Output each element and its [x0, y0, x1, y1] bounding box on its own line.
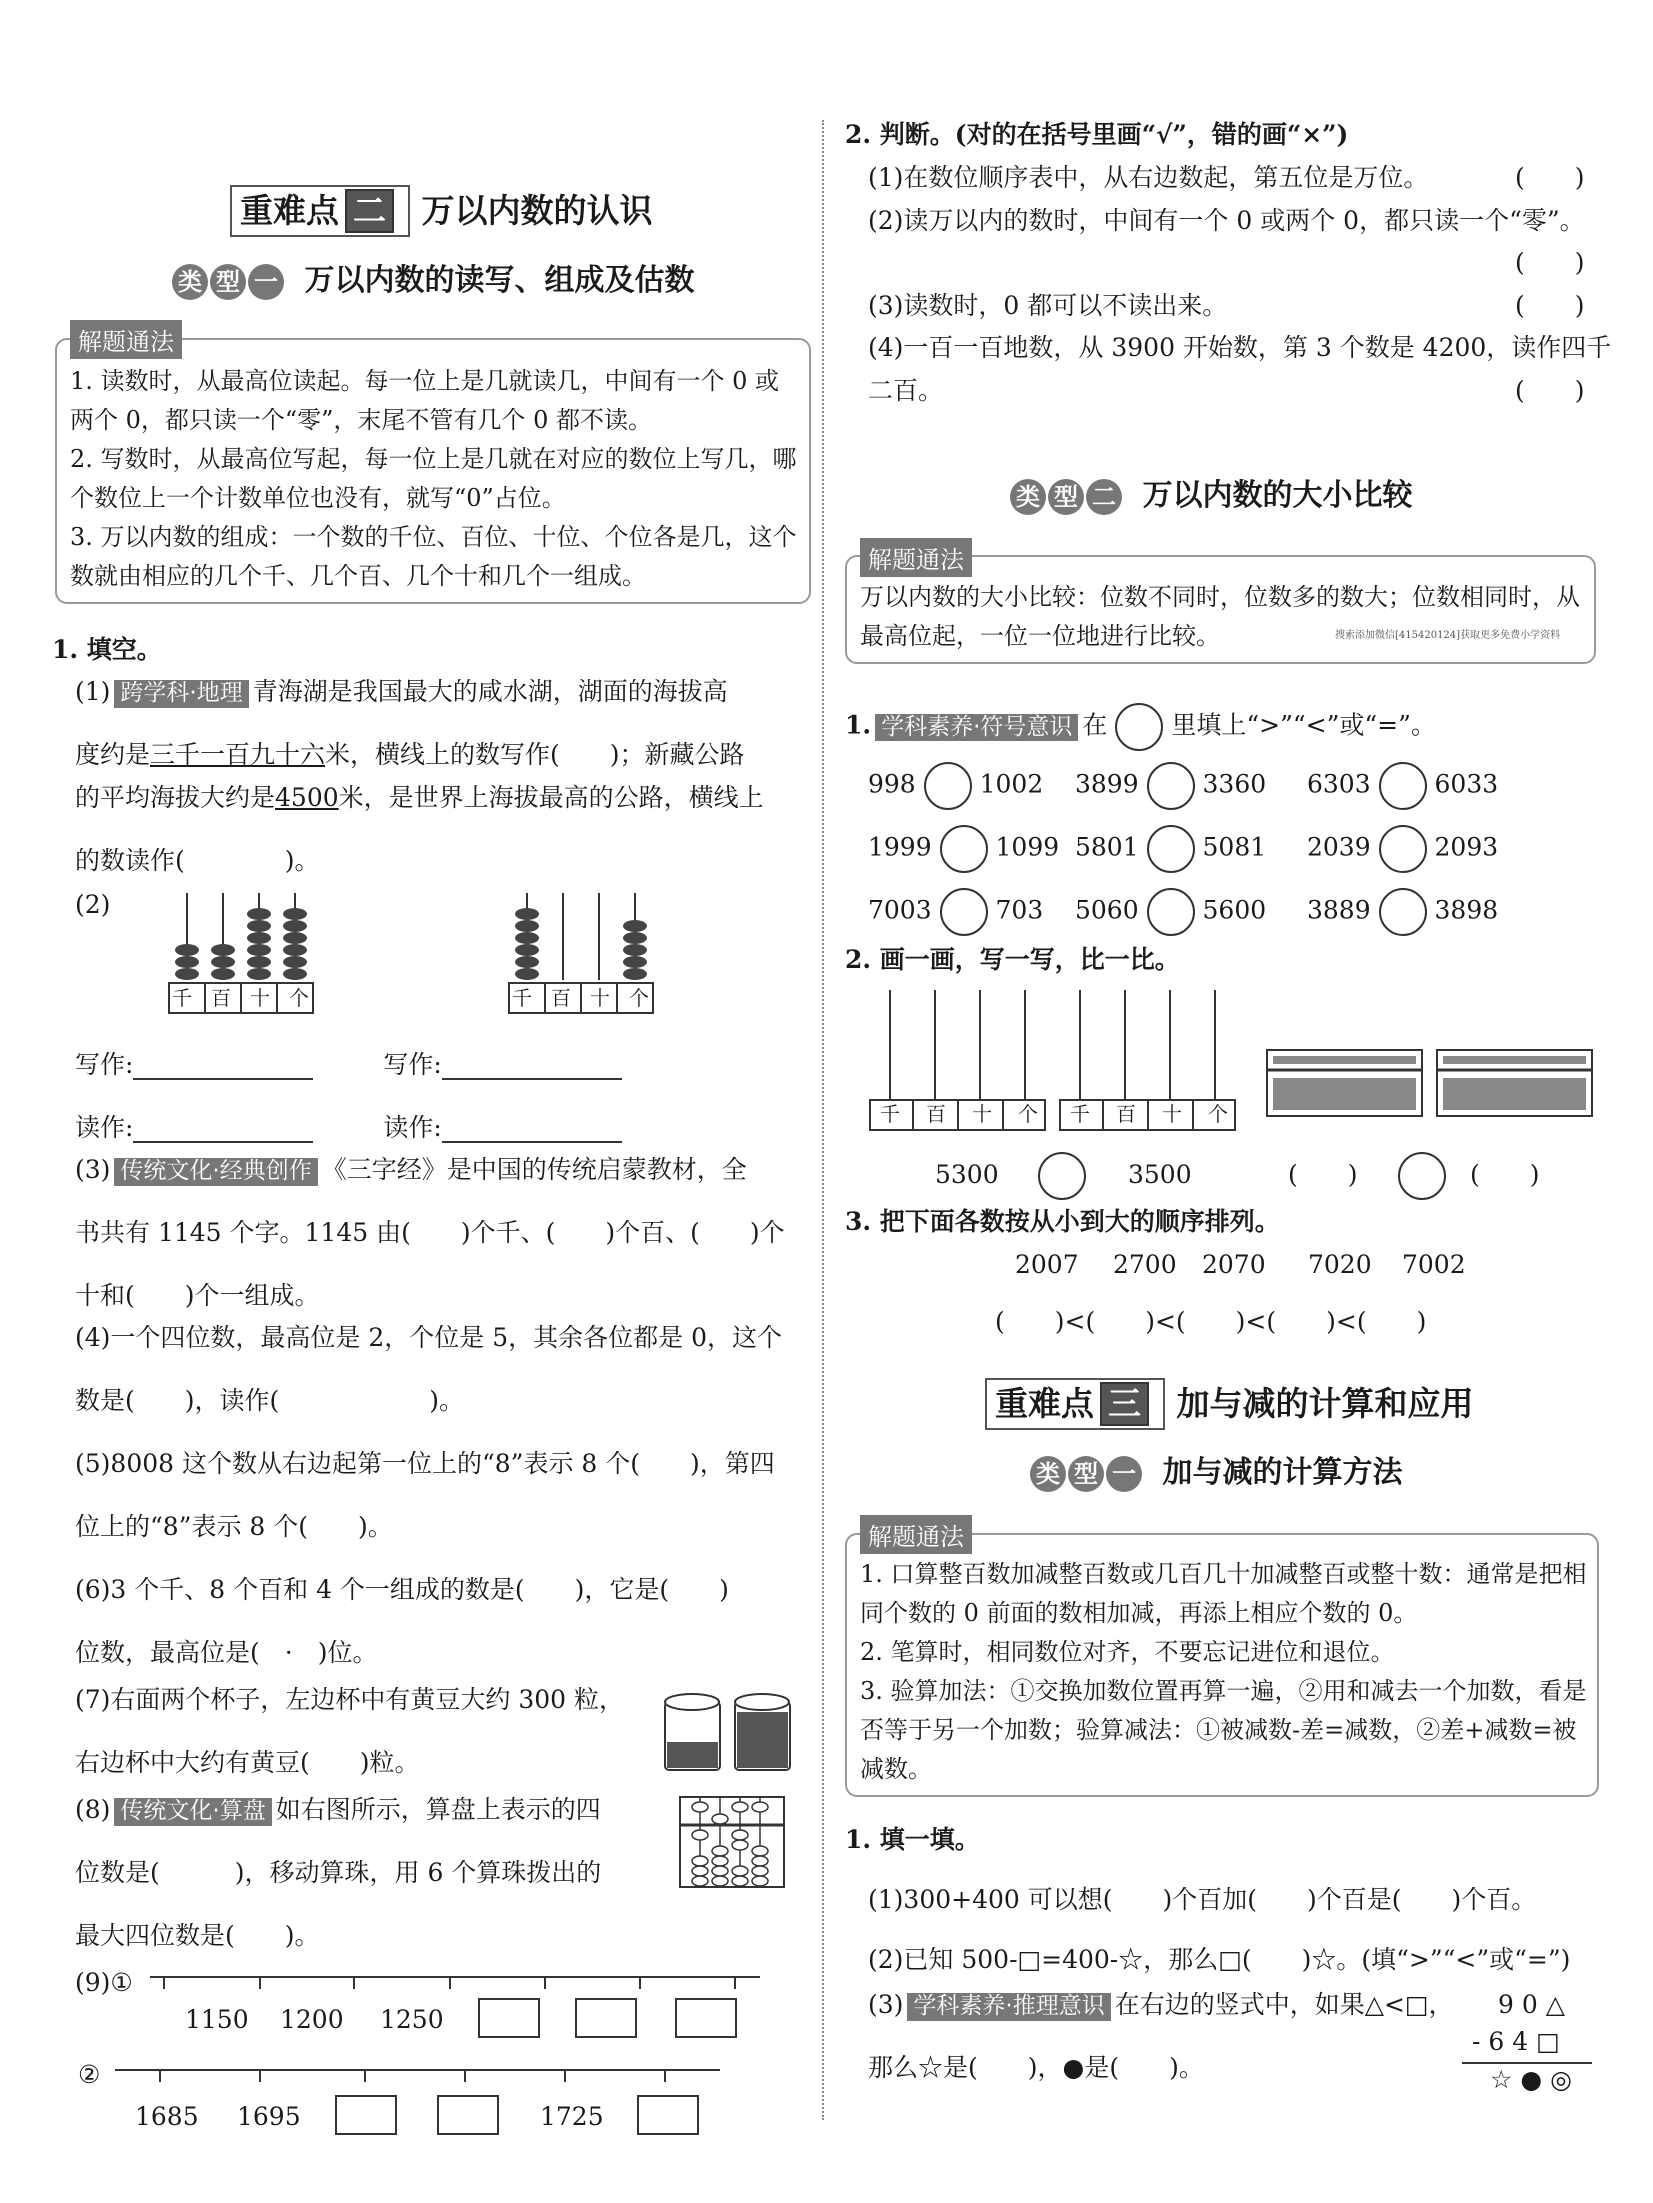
f1-title: 1. 填一填。: [845, 1825, 980, 1854]
c3-num: 7002: [1402, 1250, 1466, 1279]
f1-item-2: (2)已知 500-□=400-☆，那么□( )☆。(填“>”“<”或“=”): [868, 1945, 1571, 1974]
c1-title: 1. 学科素养·符号意识 在 里填上“>”“<”或“=”。: [845, 703, 1436, 751]
q1-5-line2: 位上的“8”表示 8 个( )。: [75, 1512, 393, 1541]
judge-paren[interactable]: ( ): [1515, 291, 1585, 320]
vertical-row-1: 9 0 △: [1498, 1990, 1565, 2019]
draw-counter-1-labels: 千百十个: [880, 1102, 1064, 1126]
compare-item: 6303 6033: [1307, 762, 1498, 810]
f1-item-1: (1)300+400 可以想( )个百加( )个百是( )个百。: [868, 1885, 1537, 1914]
q1-8-line2: 位数是( )，移动算珠，用 6 个算珠拨出的: [75, 1858, 602, 1887]
q1-9-label1: (9)①: [75, 1968, 133, 1997]
judge-paren[interactable]: ( ): [1515, 248, 1585, 277]
compare-circle[interactable]: [940, 825, 988, 873]
c2-title: 2. 画一画，写一写，比一比。: [845, 945, 1180, 974]
compare-circle[interactable]: [1147, 888, 1195, 936]
method-list-1: [70, 362, 800, 596]
compare-item: 3899 3360: [1075, 762, 1266, 810]
q1-6-line2: 位数，最高位是( · )位。: [75, 1638, 378, 1667]
answer-box[interactable]: [575, 1998, 637, 2038]
compare-circle[interactable]: [1379, 888, 1427, 936]
q1-6-line1: (6)3 个千、8 个百和 4 个一组成的数是( )，它是( ): [75, 1575, 729, 1604]
method-item: 1. 读数时，从最高位读起。每一位上是几就读几，中间有一个 0 或两个 0，都只读一个“零”，末尾不管有几个 0 都不读。: [70, 367, 780, 434]
q1-1-line1: (1) 跨学科·地理 青海湖是我国最大的咸水湖，湖面的海拔高: [75, 677, 728, 706]
f1-item-3-line1: (3) 学科素养·推理意识 在右边的竖式中，如果△<□，: [868, 1990, 1454, 2019]
number-line-2-tick: 1685: [135, 2102, 199, 2131]
compare-item: 998 1002: [868, 762, 1043, 810]
subject-tag: 学科素养·符号意识: [875, 714, 1078, 742]
judge-paren[interactable]: ( ): [1515, 163, 1585, 192]
type-3-title: 类 型 一 加与减的计算方法: [1030, 1455, 1402, 1492]
answer-line[interactable]: [442, 1117, 622, 1143]
c3-order[interactable]: ( )<( )<( )<( )<( ): [995, 1307, 1427, 1336]
q1-8-line3: 最大四位数是( )。: [75, 1921, 320, 1950]
type-badge: 类 型 一: [1030, 1456, 1142, 1492]
number-line-1-tick: 1200: [280, 2005, 344, 2034]
q2-item-1: (1)在数位顺序表中，从右边数起，第五位是万位。: [868, 163, 1429, 192]
c3-num: 2700: [1113, 1250, 1177, 1279]
q2-item-3: (3)读数时，0 都可以不读出来。: [868, 291, 1228, 320]
compare-item: 3889 3898: [1307, 888, 1498, 936]
type-1-title: 类 型 一 万以内数的读写、组成及估数: [172, 263, 694, 300]
method-label-2: 解题通法: [860, 538, 972, 577]
compare-circle[interactable]: [1147, 825, 1195, 873]
abacus-pictures: [1265, 1048, 1595, 1120]
section-title-2: 重难点 二 万以内数的认识: [230, 185, 653, 237]
column-divider: [822, 120, 824, 2120]
counter-2-labels: 千百十个: [512, 986, 668, 1010]
answer-line[interactable]: [442, 1054, 622, 1080]
c2-num-2: 3500: [1128, 1160, 1192, 1189]
c3-num: 7020: [1308, 1250, 1372, 1279]
q1-1-line2: 度约是三千一百九十六米，横线上的数写作( )；新藏公路: [75, 740, 745, 769]
q1-4-line1: (4)一个四位数，最高位是 2，个位是 5，其余各位都是 0，这个: [75, 1323, 782, 1352]
read-row: 读作: 读作:: [75, 1113, 622, 1143]
c2-paren[interactable]: ( ): [1288, 1160, 1358, 1189]
number-line-1-tick: 1150: [185, 2005, 249, 2034]
q1-8-line1: (8) 传统文化·算盘 如右图所示，算盘上表示的四: [75, 1795, 601, 1824]
q1-7-line2: 右边杯中大约有黄豆( )粒。: [75, 1748, 420, 1777]
method-item: 3. 万以内数的组成：一个数的千位、百位、十位、个位各是几，这个数就由相应的几个千、几个百、几个十和几个一组成。: [70, 523, 797, 590]
type-2-title: 类 型 二 万以内数的大小比较: [1010, 478, 1412, 515]
c3-num: 2007: [1015, 1250, 1079, 1279]
q1-7-line1: (7)右面两个杯子，左边杯中有黄豆大约 300 粒，: [75, 1685, 625, 1714]
q1-3-line3: 十和( )个一组成。: [75, 1281, 320, 1310]
q2-item-4: (4)一百一百地数，从 3900 开始数，第 3 个数是 4200，读作四千: [868, 333, 1612, 362]
write-row: 写作: 写作:: [75, 1050, 622, 1080]
answer-line[interactable]: [133, 1117, 313, 1143]
compare-circle[interactable]: [1379, 762, 1427, 810]
answer-box[interactable]: [478, 1998, 540, 2038]
bean-cups-illustration: [660, 1690, 795, 1775]
number-line-2-tick: 1695: [237, 2102, 301, 2131]
subject-tag: 跨学科·地理: [114, 680, 248, 708]
q1-5-line1: (5)8008 这个数从右边起第一位上的“8”表示 8 个( )，第四: [75, 1449, 775, 1478]
q1-title: 1. 填空。: [52, 635, 162, 664]
answer-box[interactable]: [637, 2095, 699, 2135]
answer-line[interactable]: [133, 1054, 313, 1080]
compare-circle-sample: [1115, 703, 1163, 751]
compare-circle[interactable]: [1038, 1152, 1086, 1200]
q1-2-num: (2): [75, 890, 111, 919]
type-badge: 类 型 二: [1010, 479, 1122, 515]
method-label-1: 解题通法: [70, 320, 182, 359]
vertical-row-2: - 6 4 □: [1472, 2027, 1560, 2056]
compare-item: 7003 703: [868, 888, 1043, 936]
f1-item-3-line2: 那么☆是( )，●是( )。: [868, 2053, 1204, 2082]
number-line-2-tick: 1725: [540, 2102, 604, 2131]
compare-circle[interactable]: [940, 888, 988, 936]
q1-4-line2: 数是( )，读作( )。: [75, 1386, 465, 1415]
number-line-1-tick: 1250: [380, 2005, 444, 2034]
counter-1-labels: 千百十个: [172, 986, 328, 1010]
method-item: 1. 口算整百数加减整百数或几百几十加减整百或整十数：通常是把相同个数的 0 前面的数相加减，再添上相应个数的 0。: [860, 1560, 1587, 1627]
compare-circle[interactable]: [1398, 1152, 1446, 1200]
answer-box[interactable]: [335, 2095, 397, 2135]
compare-item: 5060 5600: [1075, 888, 1266, 936]
method-label-3: 解题通法: [860, 1515, 972, 1554]
q1-1-line3: 的平均海拔大约是4500米，是世界上海拔最高的公路，横线上: [75, 783, 764, 812]
compare-circle[interactable]: [924, 762, 972, 810]
c3-num: 2070: [1202, 1250, 1266, 1279]
q1-3-line2: 书共有 1145 个字。1145 由( )个千、( )个百、( )个: [75, 1218, 785, 1247]
type-badge: 类 型 一: [172, 264, 284, 300]
vertical-line: [1462, 2062, 1592, 2064]
c3-title: 3. 把下面各数按从小到大的顺序排列。: [845, 1207, 1280, 1236]
compare-item: 5801 5081: [1075, 825, 1266, 873]
q2-item-4-cont: 二百。: [868, 376, 944, 405]
compare-circle[interactable]: [1379, 825, 1427, 873]
draw-counter-2-labels: 千百十个: [1070, 1102, 1254, 1126]
method-list-3: [860, 1555, 1590, 1789]
vertical-row-3: ☆ ● ◎: [1490, 2065, 1572, 2094]
c2-paren[interactable]: ( ): [1470, 1160, 1540, 1189]
method-item: 2. 笔算时，相同数位对齐，不要忘记进位和退位。: [860, 1638, 1395, 1666]
suanpan-abacus: [678, 1795, 788, 1890]
compare-circle[interactable]: [1147, 762, 1195, 810]
judge-paren[interactable]: ( ): [1515, 376, 1585, 405]
q1-9-label2: ②: [78, 2060, 101, 2089]
compare-item: 1999 1099: [868, 825, 1059, 873]
method-item: 2. 写数时，从最高位写起，每一位上是几就在对应的数位上写几，哪个数位上一个计数单位也没有，就写“0”占位。: [70, 445, 797, 512]
q1-3-line1: (3) 传统文化·经典创作 《三字经》是中国的传统启蒙教材，全: [75, 1155, 747, 1184]
c2-num-1: 5300: [935, 1160, 999, 1189]
number-line-2: [115, 2058, 735, 2098]
subject-tag: 传统文化·经典创作: [114, 1158, 317, 1186]
method-text-2: 万以内数的大小比较：位数不同时，位数多的数大；位数相同时，从最高位起，一位一位地进行比较。: [860, 583, 1580, 650]
q2-item-2: (2)读万以内的数时，中间有一个 0 或两个 0，都只读一个“零”。: [868, 206, 1585, 235]
method-note: 搜索添加微信[415420124]获取更多免费小学资料: [1335, 630, 1561, 641]
method-item: 3. 验算加法：①交换加数位置再算一遍，②用和减去一个加数，看是否等于另一个加数；验算减法：①被减数-差=减数，②差+减数=被减数。: [860, 1677, 1587, 1783]
q1-1-line4: 的数读作( )。: [75, 846, 320, 875]
answer-box[interactable]: [437, 2095, 499, 2135]
answer-box[interactable]: [675, 1998, 737, 2038]
section-title-3: 重难点 三 加与减的计算和应用: [985, 1378, 1474, 1430]
compare-item: 2039 2093: [1307, 825, 1498, 873]
subject-tag: 学科素养·推理意识: [907, 1993, 1110, 2021]
q2-title: 2. 判断。(对的在括号里画“√”，错的画“×”): [845, 120, 1349, 149]
subject-tag: 传统文化·算盘: [114, 1798, 271, 1826]
